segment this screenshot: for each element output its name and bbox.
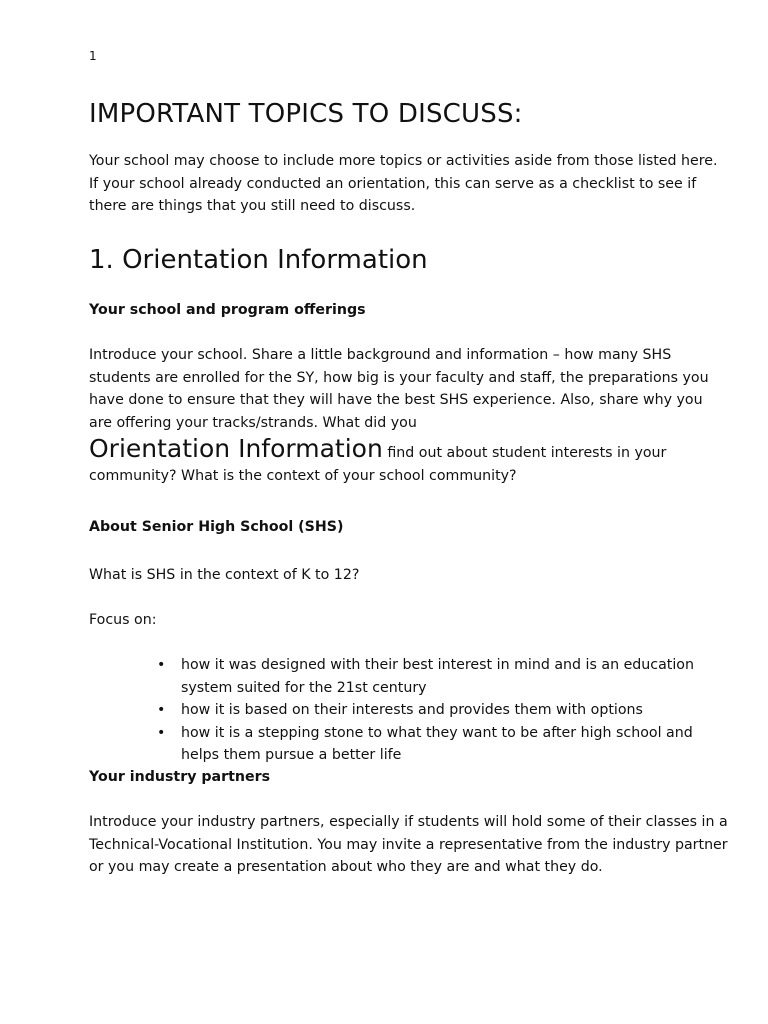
list-item: [89, 654, 709, 699]
intro-paragraph: Your school may choose to include more topics or activities aside from those listed here. If your school already conducted an orientation, this can serve as a checklist to see if there are things that you still need to discuss.: [89, 153, 718, 214]
school-programs-paragraph: [89, 344, 729, 487]
focus-label: Focus on:: [89, 612, 157, 628]
focus-bullet-list: [89, 654, 709, 767]
bullet-icon: •: [157, 724, 166, 741]
bullet-icon: •: [157, 657, 166, 673]
section-heading: 1. Orientation Information: [89, 245, 428, 275]
school-programs-text-part2: find out about student interests in your community? What is the context of your school community?: [89, 445, 667, 484]
document-title: IMPORTANT TOPICS TO DISCUSS:: [89, 99, 523, 129]
list-item: [89, 722, 709, 767]
bullet-text: how it is based on their interests and provides them with options: [181, 702, 643, 718]
page-number: 1: [89, 49, 97, 63]
school-programs-text-part1: Introduce your school. Share a little background and information – how many SHS students are enrolled for the SY, how big is your faculty and staff, the preparations you have done to ensure that they will have the best SHS experience. Also, share why you are offering your tracks/strands. What did you: [89, 347, 709, 431]
shs-question: What is SHS in the context of K to 12?: [89, 567, 360, 583]
bullet-icon: •: [157, 702, 166, 718]
bullet-text: how it was designed with their best interest in mind and is an education system suited for the 21st century: [181, 657, 694, 696]
subheading-school-programs: Your school and program offerings: [89, 302, 366, 318]
list-item: [89, 699, 709, 722]
subheading-about-shs: About Senior High School (SHS): [89, 519, 344, 535]
industry-partners-paragraph: Introduce your industry partners, especially if students will hold some of their classes in a Technical-Vocational Institution. You may invite a representative from the industry partner or you may create a presentation about who they are and what they do.: [89, 814, 728, 875]
subheading-industry-partners: Your industry partners: [89, 769, 271, 785]
inline-orientation-heading: Orientation Information: [89, 434, 383, 463]
bullet-text: how it is a stepping stone to what they want to be after high school and helps them pursue a better life: [181, 724, 693, 763]
